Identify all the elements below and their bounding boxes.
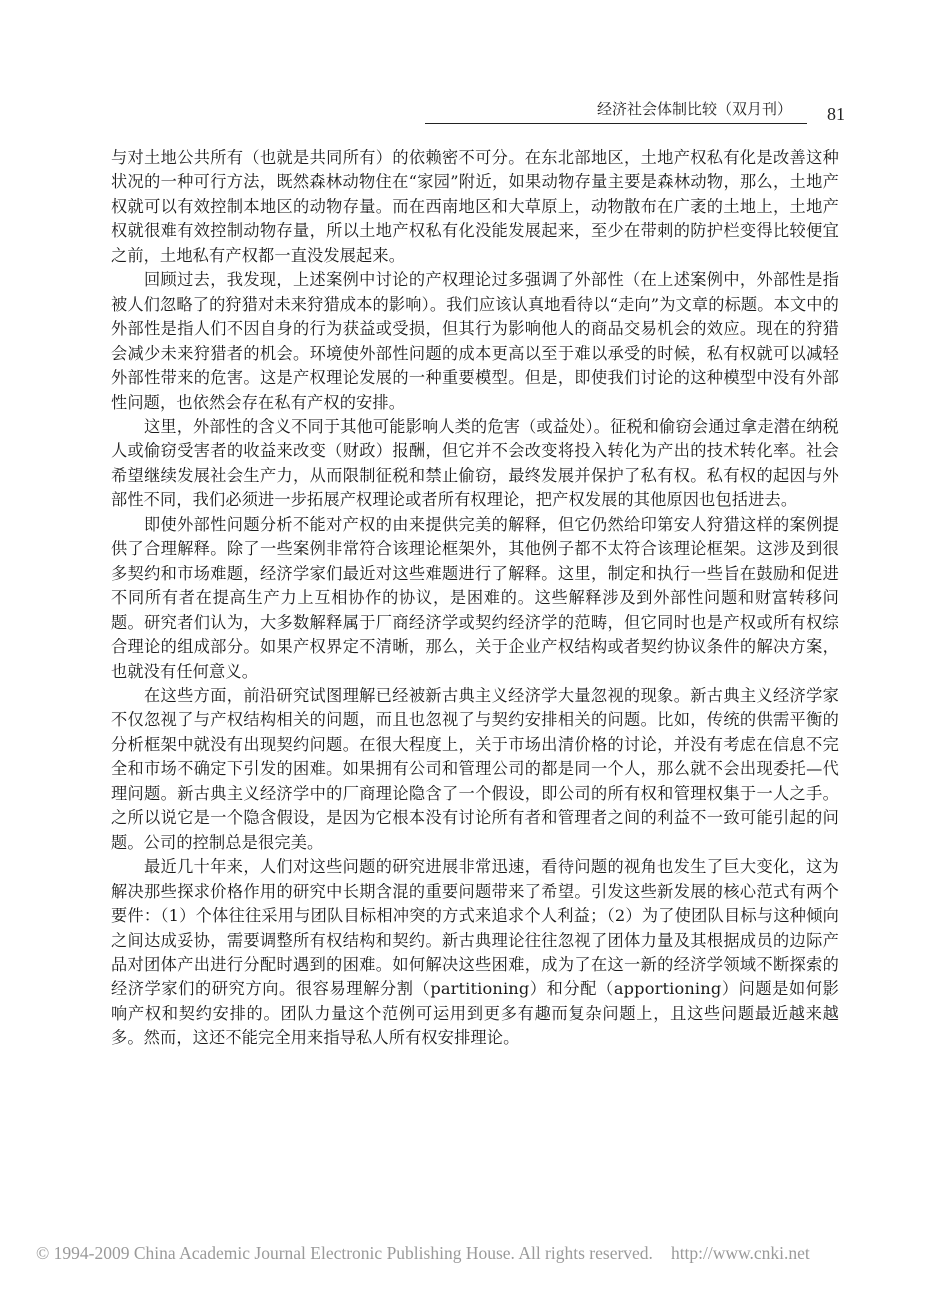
- paragraph-3: 这里，外部性的含义不同于其他可能影响人类的危害（或益处）。征税和偷窃会通过拿走潜在纳税人或偷窃受害者的收益来改变（财政）报酬，但它并不会改变将投入转化为产出的技术转化率。社会希望继续发展社会生产力，从而限制征税和禁止偷窃，最终发展并保护了私有权。私有权的起因与外部性不同，我们必须进一步拓展产权理论或者所有权理论，把产权发展的其他原因也包括进去。: [111, 416, 839, 510]
- copyright-footer: [36, 1243, 916, 1264]
- header-rule: [425, 123, 807, 124]
- paragraph-1: 与对土地公共所有（也就是共同所有）的依赖密不可分。在东北部地区，土地产权私有化是改善这种状况的一种可行方法，既然森林动物住在“家园”附近，如果动物存量主要是森林动物，那么，土地产权就可以有效控制本地区的动物存量。而在西南地区和大草原上，动物散布在广袤的土地上，土地产权就很难有效控制动物存量，所以土地产权私有化没能发展起来，至少在带刺的防护栏变得比较便宜之前，土地私有产权都一直没发展起来。: [111, 148, 839, 265]
- page-number: 81: [827, 104, 845, 124]
- page-header: [425, 86, 845, 128]
- paragraph-6: 最近几十年来，人们对这些问题的研究进展非常迅速，看待问题的视角也发生了巨大变化，这为解决那些探求价格作用的研究中长期含混的重要问题带来了希望。引发这些新发展的核心范式有两个要件：（1）个体往往采用与团队目标相冲突的方式来追求个人利益；（2）为了使团队目标与这种倾向之间达成妥协，需要调整所有权结构和契约。新古典理论往往忽视了团体力量及其根据成员的边际产品对团体产出进行分配时遇到的困难。如何解决这些困难，成为了在这一新的经济学领域不断探索的经济学家们的研究方向。很容易理解分割（partitioning）和分配（apportioning）问题是如何影响产权和契约安排的。团队力量这个范例可运用到更多有趣而复杂问题上，且这些问题最近越来越多。然而，这还不能完全用来指导私人所有权安排理论。: [111, 857, 839, 1048]
- article-body: [111, 146, 839, 1051]
- journal-name: 经济社会体制比较（双月刊）: [597, 100, 793, 118]
- paragraph-4: 即使外部性问题分析不能对产权的由来提供完美的解释，但它仍然给印第安人狩猎这样的案例提供了合理解释。除了一些案例非常符合该理论框架外，其他例子都不太符合该理论框架。这涉及到很多契约和市场难题，经济学家们最近对这些难题进行了解释。这里，制定和执行一些旨在鼓励和促进不同所有者在提高生产力上互相协作的协议，是困难的。这些解释涉及到外部性问题和财富转移问题。研究者们认为，大多数解释属于厂商经济学或契约经济学的范畴，但它同时也是产权或所有权综合理论的组成部分。如果产权界定不清晰，那么，关于企业产权结构或者契约协议条件的解决方案，也就没有任何意义。: [111, 514, 839, 681]
- cnki-url: http://www.cnki.net: [670, 1243, 810, 1263]
- paragraph-5: 在这些方面，前沿研究试图理解已经被新古典主义经济学大量忽视的现象。新古典主义经济学家不仅忽视了与产权结构相关的问题，而且也忽视了与契约安排相关的问题。比如，传统的供需平衡的分析框架中就没有出现契约问题。在很大程度上，关于市场出清价格的讨论，并没有考虑在信息不完全和市场不确定下引发的困难。如果拥有公司和管理公司的都是同一个人，那么就不会出现委托—代理问题。新古典主义经济学中的厂商理论隐含了一个假设，即公司的所有权和管理权集于一人之手。之所以说它是一个隐含假设，是因为它根本没有讨论所有者和管理者之间的利益不一致可能引起的问题。公司的控制总是很完美。: [111, 685, 839, 852]
- copyright-notice: © 1994-2009 China Academic Journal Electronic Publishing House. All rights reserved.: [36, 1243, 653, 1263]
- paragraph-2: 回顾过去，我发现，上述案例中讨论的产权理论过多强调了外部性（在上述案例中，外部性是指被人们忽略了的狩猎对未来狩猎成本的影响）。我们应该认真地看待以“走向”为文章的标题。本文中的外部性是指人们不因自身的行为获益或受损，但其行为影响他人的商品交易机会的效应。现在的狩猎会减少未来狩猎者的机会。环境使外部性问题的成本更高以至于难以承受的时候，私有权就可以减轻外部性带来的危害。这是产权理论发展的一种重要模型。但是，即使我们讨论的这种模型中没有外部性问题，也依然会存在私有产权的安排。: [111, 270, 839, 412]
